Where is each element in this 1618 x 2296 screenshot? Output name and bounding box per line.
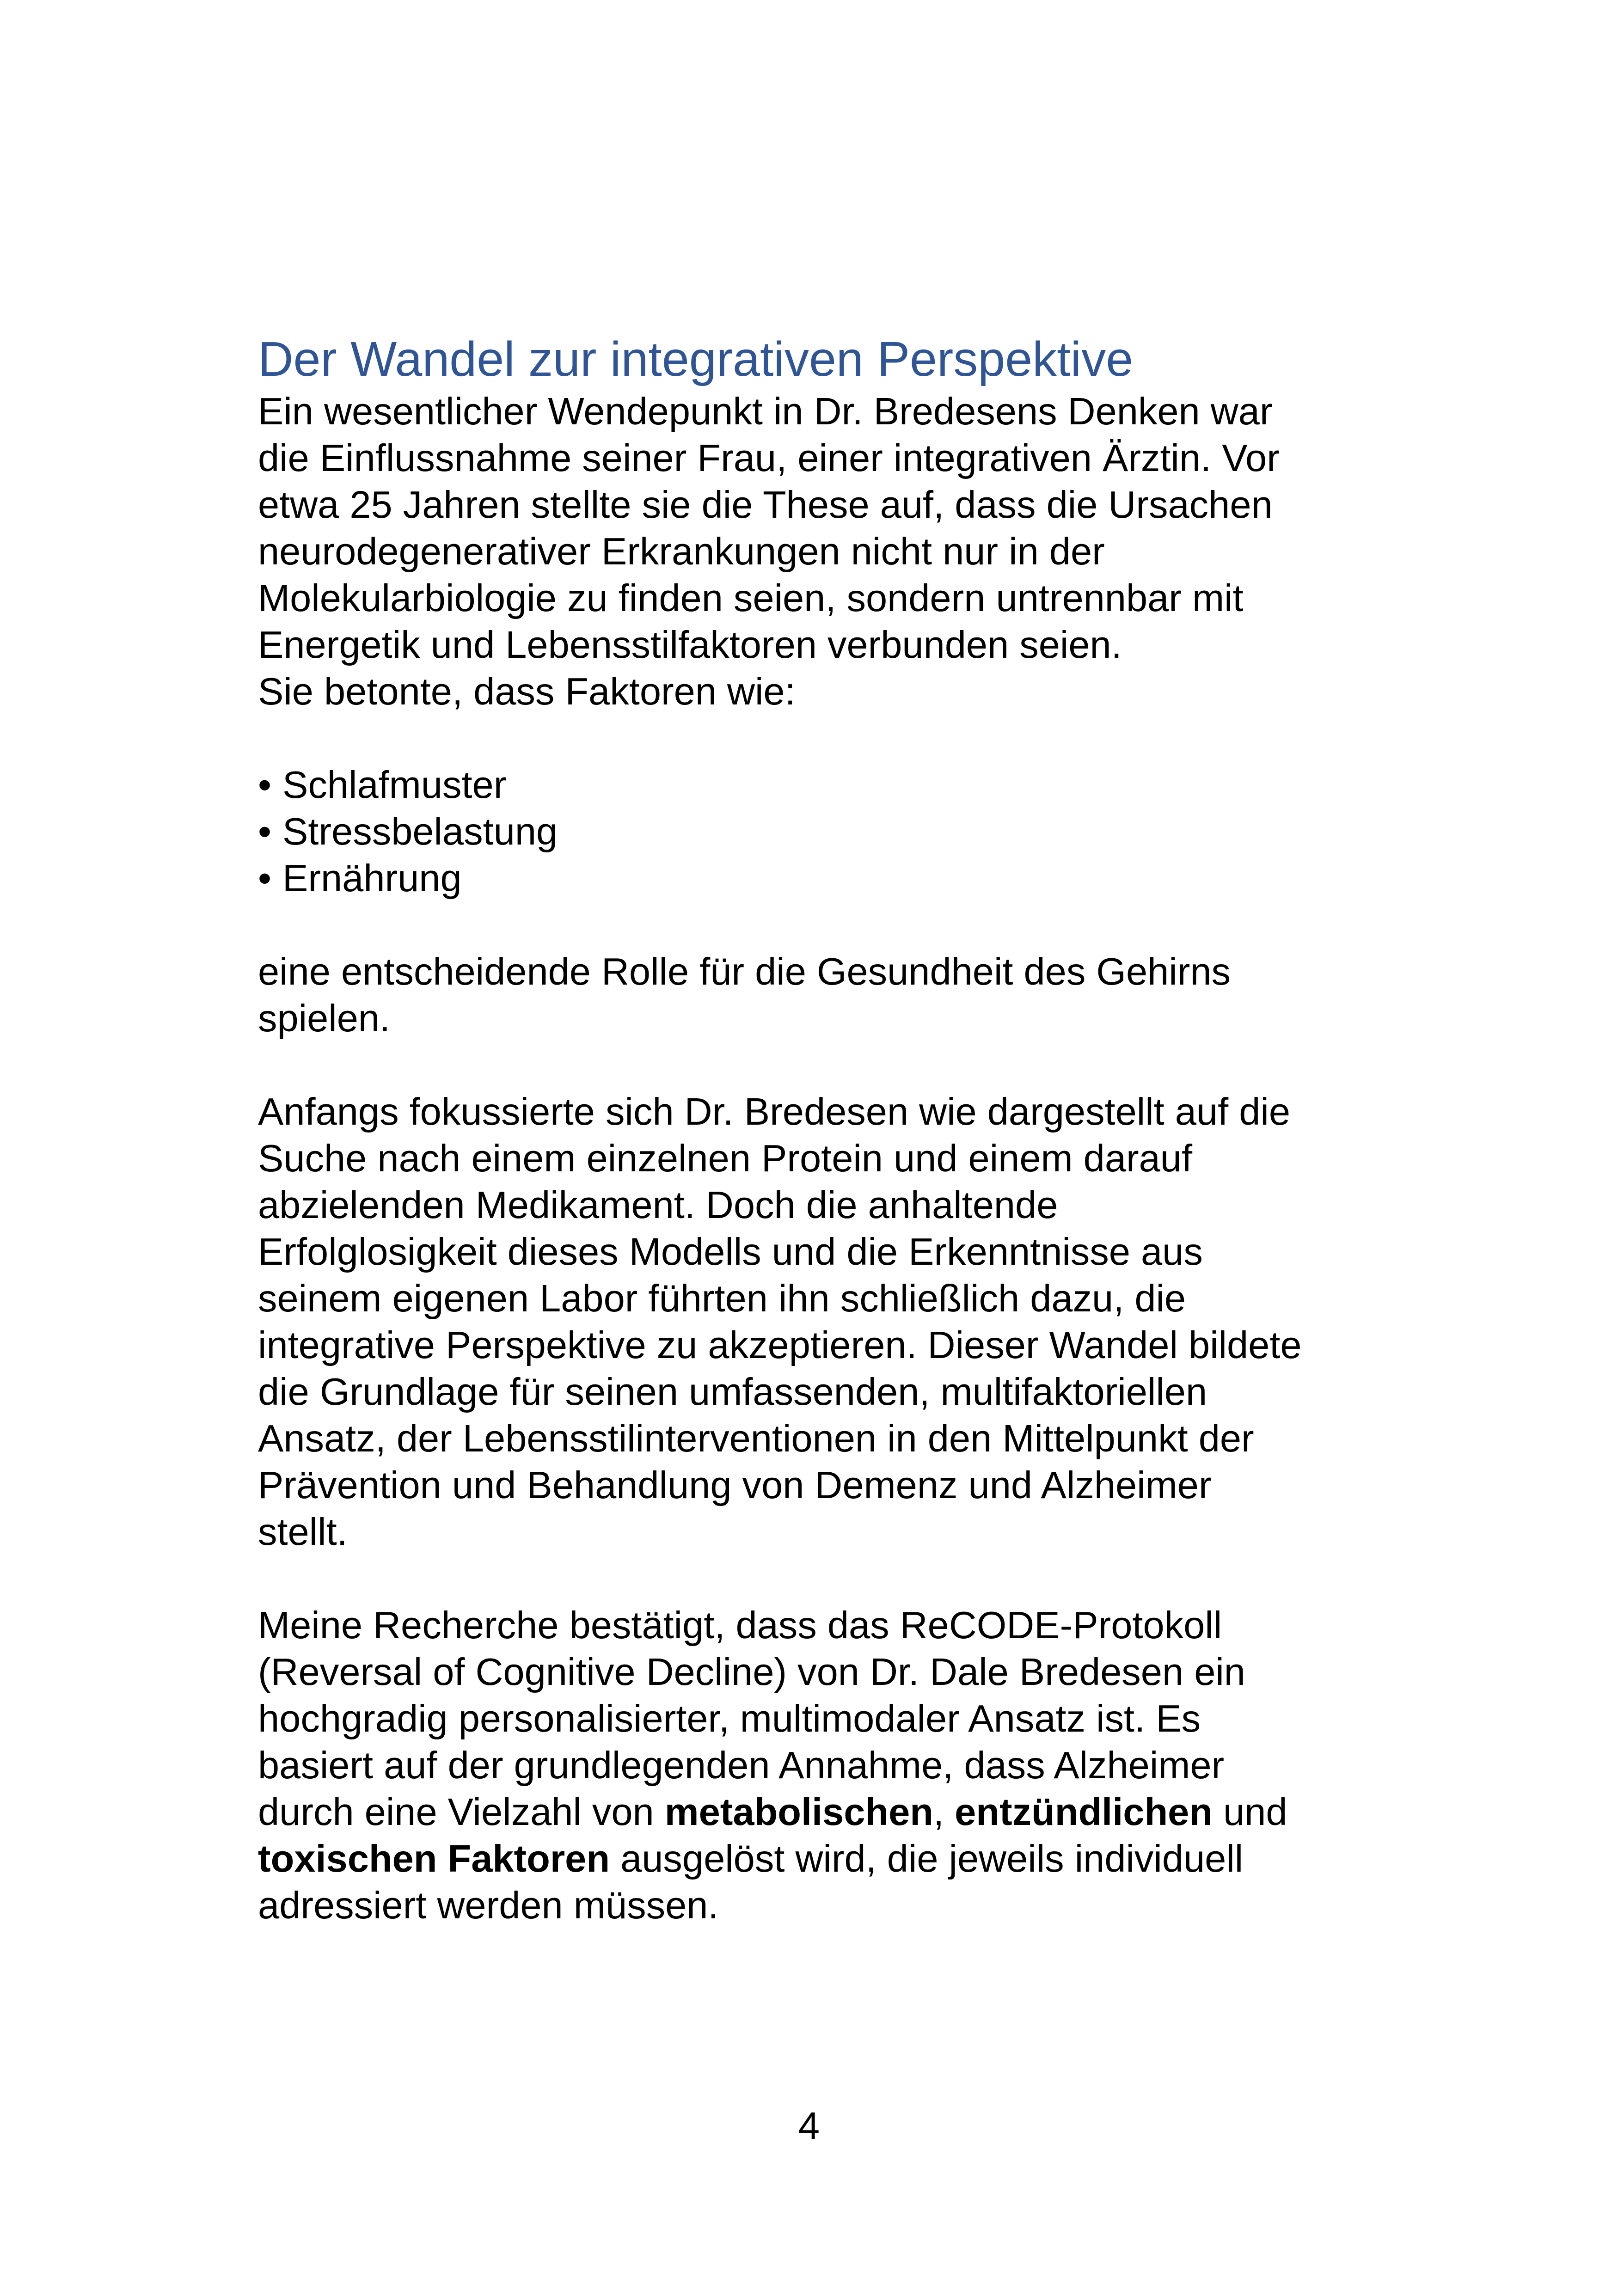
paragraph-1-line: Molekularbiologie zu finden seien, sondern untrennbar mit <box>258 576 1244 619</box>
bold-term-toxic: toxischen Faktoren <box>258 1837 610 1880</box>
paragraph-1 <box>258 388 1506 715</box>
space <box>944 1790 955 1833</box>
paragraph-2-line: eine entscheidende Rolle für die Gesundheit des Gehirns <box>258 950 1231 993</box>
paragraph-3 <box>258 1088 1506 1555</box>
paragraph-4-line: (Reversal of Cognitive Decline) von Dr. Dale Bredesen ein <box>258 1650 1245 1693</box>
bold-term-metabolic: metabolischen <box>664 1790 933 1833</box>
bullet-item <box>258 855 1506 901</box>
paragraph-4-line: Meine Recherche bestätigt, dass das ReCODE-Protokoll <box>258 1604 1222 1647</box>
bullet-text: Schlafmuster <box>282 763 507 806</box>
paragraph-4-line: basiert auf der grundlegenden Annahme, dass Alzheimer <box>258 1744 1225 1787</box>
paragraph-2 <box>258 948 1506 1041</box>
paragraph-4-line: hochgradig personalisierter, multimodaler Ansatz ist. Es <box>258 1697 1201 1740</box>
paragraph-4-line <box>258 1788 1506 1835</box>
line-text: und <box>1213 1790 1287 1833</box>
blank-line <box>258 1041 1506 1088</box>
blank-line <box>258 1555 1506 1602</box>
bullet-list <box>258 761 1506 901</box>
bullet-marker: • <box>258 763 272 806</box>
paragraph-3-line: abzielenden Medikament. Doch die anhaltende <box>258 1183 1058 1226</box>
bullet-marker: • <box>258 810 272 853</box>
paragraph-4-line: adressiert werden müssen. <box>258 1884 719 1927</box>
bold-term-inflammatory: entzündlichen <box>955 1790 1213 1833</box>
paragraph-1-line: etwa 25 Jahren stellte sie die These auf, dass die Ursachen <box>258 483 1273 526</box>
bullet-text: Ernährung <box>282 857 462 900</box>
paragraph-1-line: Ein wesentlicher Wendepunkt in Dr. Bredesens Denken war <box>258 390 1273 433</box>
blank-line <box>258 901 1506 948</box>
paragraph-3-line: Suche nach einem einzelnen Protein und einem darauf <box>258 1137 1193 1180</box>
bullet-marker: • <box>258 857 272 900</box>
paragraph-1-line: Energetik und Lebensstilfaktoren verbunden seien. <box>258 623 1122 666</box>
line-text: ausgelöst wird, die jeweils individuell <box>610 1837 1244 1880</box>
page-number: 4 <box>798 2104 820 2147</box>
line-text: durch eine Vielzahl von <box>258 1790 665 1833</box>
paragraph-3-line: seinem eigenen Labor führten ihn schließlich dazu, die <box>258 1277 1186 1320</box>
paragraph-2-line: spielen. <box>258 997 391 1040</box>
paragraph-3-line: integrative Perspektive zu akzeptieren. Dieser Wandel bildete <box>258 1323 1302 1366</box>
paragraph-3-line: Anfangs fokussierte sich Dr. Bredesen wie dargestellt auf die <box>258 1090 1290 1133</box>
bullet-item <box>258 808 1506 855</box>
paragraph-1-line: Sie betonte, dass Faktoren wie: <box>258 670 796 713</box>
paragraph-3-line: Prävention und Behandlung von Demenz und Alzheimer <box>258 1463 1212 1506</box>
paragraph-3-line: stellt. <box>258 1510 348 1553</box>
paragraph-3-line: Ansatz, der Lebensstilinterventionen in den Mittelpunkt der <box>258 1417 1254 1460</box>
page-content <box>258 331 1506 1929</box>
bullet-text: Stressbelastung <box>282 810 558 853</box>
paragraph-3-line: Erfolglosigkeit dieses Modells und die Erkenntnisse aus <box>258 1230 1203 1273</box>
comma: , <box>933 1790 944 1833</box>
paragraph-3-line: die Grundlage für seinen umfassenden, multifaktoriellen <box>258 1370 1207 1413</box>
section-heading: Der Wandel zur integrativen Perspektive <box>258 332 1134 386</box>
paragraph-1-line: die Einflussnahme seiner Frau, einer integrativen Ärztin. Vor <box>258 436 1280 479</box>
bullet-item <box>258 761 1506 808</box>
paragraph-4 <box>258 1602 1506 1929</box>
blank-line <box>258 715 1506 761</box>
paragraph-1-line: neurodegenerativer Erkrankungen nicht nur in der <box>258 530 1105 573</box>
paragraph-4-line <box>258 1835 1506 1882</box>
